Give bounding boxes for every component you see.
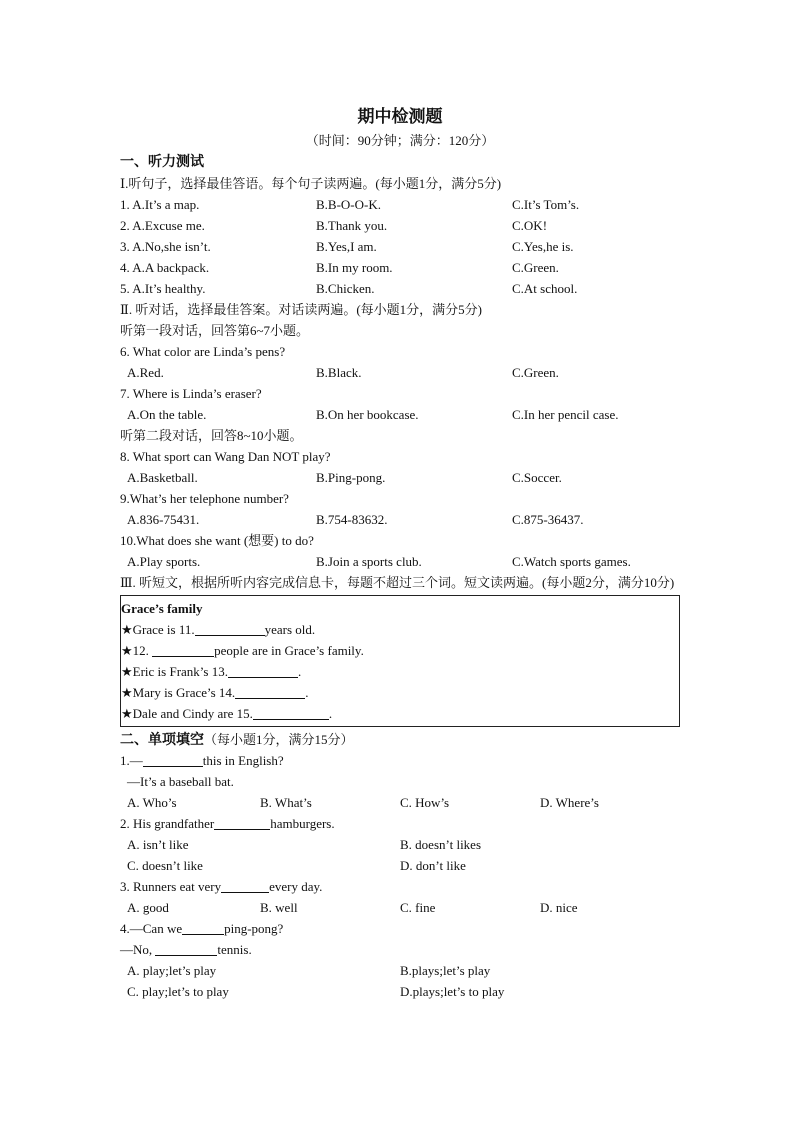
option-c: C. doesn’t like (127, 858, 203, 873)
answer-blank[interactable] (235, 684, 305, 699)
option-a: A. good (127, 900, 169, 915)
option-a: A. play;let’s play (127, 963, 217, 978)
question-text: 4.—Can we ping-pong? (120, 921, 284, 936)
option-d: D. nice (540, 900, 578, 915)
question-row (120, 215, 680, 236)
answer-blank[interactable] (228, 663, 298, 678)
dialog2-note: 听第二段对话，回答8~10小题。 (120, 428, 303, 443)
option-b: B.Black. (316, 365, 362, 380)
option-b: B. doesn’t likes (400, 837, 482, 852)
option-b: B.754-83632. (316, 512, 388, 527)
answer-blank[interactable] (152, 642, 214, 657)
option-a: A.Basketball. (127, 470, 198, 485)
part2-instruction: Ⅱ. 听对话，选择最佳答案。对话读两遍。(每小题1分，满分5分) (120, 302, 482, 317)
question-row (120, 236, 680, 257)
options-row (120, 509, 680, 530)
answer-blank[interactable] (253, 705, 329, 720)
section-listening-heading: 一、听力测试 (120, 154, 204, 170)
question-reply: —No, tennis. (120, 942, 252, 957)
options-row (120, 362, 680, 383)
part3-instruction: Ⅲ. 听短文，根据所听内容完成信息卡，每题不超过三个词。短文读两遍。(每小题2分，满分10分) (120, 575, 675, 590)
answer-blank[interactable] (182, 920, 224, 935)
question-text: 2. His grandfather hamburgers. (120, 816, 335, 831)
option-c: C. fine (400, 900, 436, 915)
info-card-title: Grace’s family (121, 601, 203, 616)
exam-page (120, 104, 680, 1002)
dialog1-note: 听第一段对话，回答第6~7小题。 (120, 323, 310, 338)
option-c: C. How’s (400, 795, 450, 810)
question-text: 1.— this in English? (120, 753, 284, 768)
option-b: B.Thank you. (316, 218, 388, 233)
option-b: B. well (260, 900, 298, 915)
option-b: B.plays;let’s play (400, 963, 491, 978)
option-b: B.Yes,I am. (316, 239, 377, 254)
option-c: C.In her pencil case. (512, 407, 619, 422)
answer-blank[interactable] (195, 621, 265, 636)
info-card-row: ★Eric is Frank’s 13. . (121, 664, 302, 679)
option-b: B.On her bookcase. (316, 407, 419, 422)
question-text: 6. What color are Linda’s pens? (120, 344, 286, 359)
question-text: 9.What’s her telephone number? (120, 491, 289, 506)
options-row (120, 834, 680, 855)
option-a: A. Who’s (127, 795, 177, 810)
info-card-row: ★Dale and Cindy are 15. . (121, 706, 333, 721)
option-a: 1. A.It’s a map. (120, 197, 200, 212)
options-row (120, 551, 680, 572)
option-c: C.It’s Tom’s. (512, 197, 580, 212)
option-d: D. don’t like (400, 858, 466, 873)
options-row (120, 404, 680, 425)
option-c: C.Soccer. (512, 470, 562, 485)
option-b: B. What’s (260, 795, 312, 810)
option-a: A.On the table. (127, 407, 207, 422)
question-text: 8. What sport can Wang Dan NOT play? (120, 449, 331, 464)
option-a: A.Red. (127, 365, 164, 380)
options-row (120, 792, 680, 813)
option-b: B.Ping-pong. (316, 470, 386, 485)
question-row (120, 257, 680, 278)
question-text: 10.What does she want (想要) to do? (120, 533, 314, 548)
option-a: A.Play sports. (127, 554, 201, 569)
option-c: C.Green. (512, 365, 559, 380)
answer-blank[interactable] (214, 815, 270, 830)
options-row (120, 960, 680, 981)
section-single-choice-heading: 二、单项填空（每小题1分，满分15分） (120, 732, 354, 748)
option-a: 3. A.No,she isn’t. (120, 239, 211, 254)
answer-blank[interactable] (155, 941, 217, 956)
option-a: 2. A.Excuse me. (120, 218, 205, 233)
option-b: B.In my room. (316, 260, 393, 275)
option-d: D. Where’s (540, 795, 599, 810)
info-card-row: ★12. people are in Grace’s family. (121, 643, 364, 658)
options-row (120, 855, 680, 876)
option-a: A. isn’t like (127, 837, 189, 852)
page-title: 期中检测题 (357, 107, 443, 127)
option-c: C.875-36437. (512, 512, 584, 527)
question-text: 3. Runners eat very every day. (120, 879, 323, 894)
question-text: 7. Where is Linda’s eraser? (120, 386, 262, 401)
option-c: C.Yes,he is. (512, 239, 574, 254)
question-row (120, 278, 680, 299)
option-c: C. play;let’s to play (127, 984, 229, 999)
info-card-row: ★Grace is 11. years old. (121, 622, 316, 637)
question-reply: —It’s a baseball bat. (127, 774, 234, 789)
question-row (120, 194, 680, 215)
answer-blank[interactable] (221, 878, 269, 893)
answer-blank[interactable] (143, 752, 203, 767)
option-c: C.Green. (512, 260, 559, 275)
option-b: B.Join a sports club. (316, 554, 422, 569)
options-row (120, 981, 680, 1002)
option-d: D.plays;let’s to play (400, 984, 505, 999)
part1-instruction: Ⅰ.听句子，选择最佳答语。每个句子读两遍。(每小题1分，满分5分) (120, 176, 502, 191)
option-a: 5. A.It’s healthy. (120, 281, 206, 296)
info-card-row: ★Mary is Grace’s 14. . (121, 685, 309, 700)
option-c: C.At school. (512, 281, 578, 296)
options-row (120, 467, 680, 488)
option-c: C.OK! (512, 218, 548, 233)
option-b: B.Chicken. (316, 281, 375, 296)
option-a: 4. A.A backpack. (120, 260, 210, 275)
options-row (120, 897, 680, 918)
option-a: A.836-75431. (127, 512, 200, 527)
option-b: B.B-O-O-K. (316, 197, 381, 212)
option-c: C.Watch sports games. (512, 554, 631, 569)
info-card (120, 595, 680, 727)
page-subtitle: （时间：90分钟；满分：120分） (305, 133, 495, 148)
